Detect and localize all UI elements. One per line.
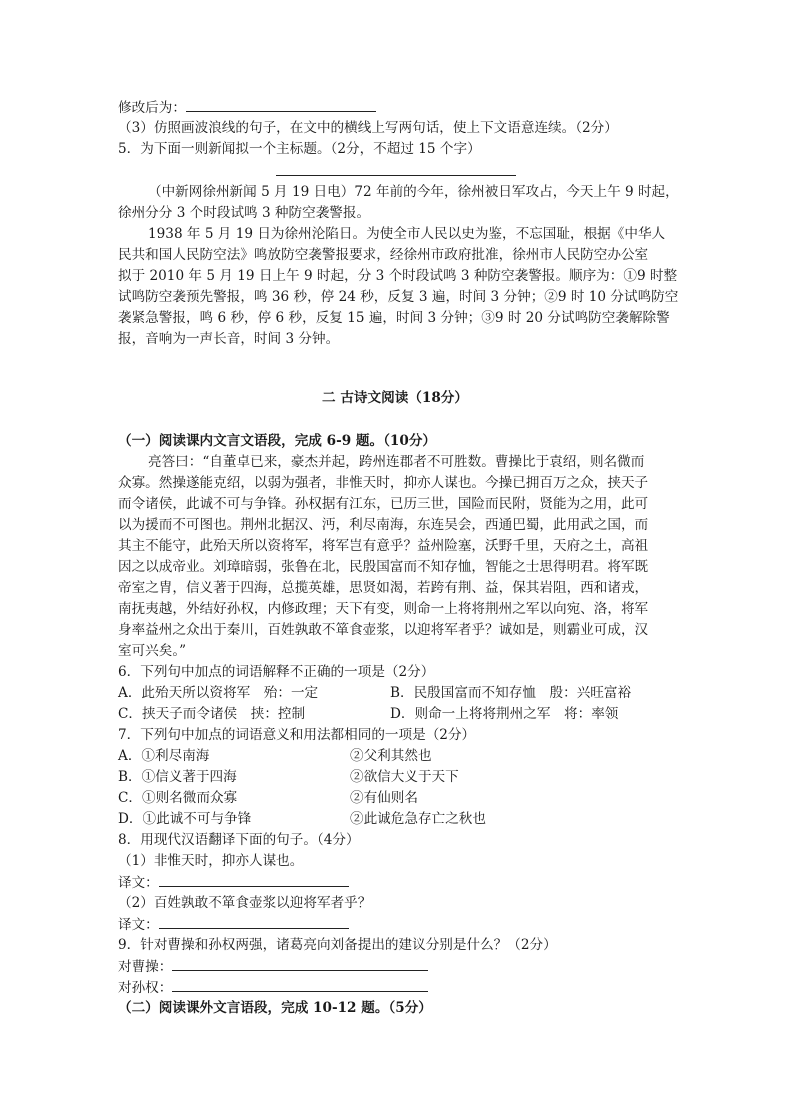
translation2-label: 译文： — [118, 917, 159, 933]
q9-cao-line — [118, 956, 428, 978]
q6-prompt: 6．下列句中加点的词语解释不正确的一项是（2分） — [118, 664, 435, 680]
section-title: 二 古诗文阅读（18分） — [322, 390, 468, 406]
q8-translation2 — [118, 914, 349, 936]
q4-sub3: （3）仿照画波浪线的句子，在文中的横线上写两句话，使上下文语意连续。（2分） — [118, 120, 618, 136]
q8-sentence1: （1）非惟天时，抑亦人谋也。 — [118, 853, 304, 869]
q8-translation1 — [118, 872, 349, 894]
sun-answer-blank[interactable] — [172, 977, 428, 992]
passage-line: 而令诸侯，此诚不可与争锋。孙权据有江东，已历三世，国险而民附，贤能为之用，此可 — [118, 496, 649, 512]
cao-label: 对曹操： — [118, 959, 173, 975]
q7-option-d-right: ②此诚危急存亡之秋也 — [350, 811, 486, 827]
q7-option-b-left[interactable]: B．①信义著于四海 — [118, 769, 237, 785]
news-p2-line: 袭紧急警报，鸣 6 秒，停 6 秒，反复 15 遍，时间 3 分钟；③9 时 20 分试鸣防空袭解除警 — [118, 310, 670, 326]
q7-option-b-right: ②欲信大义于天下 — [350, 769, 459, 785]
passage-line: 亮答曰：“自董卓已来，豪杰并起，跨州连郡者不可胜数。曹操比于袁绍，则名微而 — [148, 454, 645, 470]
q7-prompt: 7．下列句中加点的词语意义和用法都相同的一项是（2分） — [118, 727, 476, 743]
q8-prompt: 8．用现代汉语翻译下面的句子。（4分） — [118, 832, 360, 848]
revised-answer-blank[interactable] — [186, 97, 376, 112]
q7-option-c-left[interactable]: C．①则名微而众寡 — [118, 790, 238, 806]
sun-label: 对孙权： — [118, 980, 173, 996]
translation2-blank[interactable] — [159, 914, 349, 929]
translation1-blank[interactable] — [159, 872, 349, 887]
passage-line: 身率益州之众出于秦川，百姓孰敢不箪食壶浆，以迎将军者乎？诚如是，则霸业可成，汉 — [118, 622, 649, 638]
q7-option-d-left[interactable]: D．①此诚不可与争锋 — [118, 811, 252, 827]
cao-answer-blank[interactable] — [172, 956, 428, 971]
headline-answer-blank[interactable] — [276, 160, 516, 176]
passage-line: 以为援而不可图也。荆州北据汉、沔，利尽南海，东连吴会，西通巴蜀，此用武之国，而 — [118, 517, 649, 533]
q7-option-a-right: ②父利其然也 — [350, 748, 432, 764]
news-p2-line: 1938 年 5 月 19 日为徐州沦陷日。为使全市人民以史为鉴，不忘国耻，根据《中华人 — [148, 226, 666, 242]
q9-sun-line — [118, 977, 428, 999]
news-p2-line: 报，音响为一声长音，时间 3 分钟。 — [118, 331, 340, 347]
q8-sentence2: （2）百姓孰敢不箪食壶浆以迎将军者乎？ — [118, 895, 372, 911]
passage-line: 帝室之胄，信义著于四海，总揽英雄，思贤如渴，若跨有荆、益，保其岩阻，西和诸戎， — [118, 580, 649, 596]
headline-answer-line[interactable] — [276, 160, 516, 183]
q5-prompt: 5．为下面一则新闻拟一个主标题。（2分，不超过 15 个字） — [118, 141, 481, 157]
passage-line: 室可兴矣。” — [118, 643, 187, 659]
part2-heading: （二）阅读课外文言语段，完成 10-12 题。（5分） — [118, 1000, 432, 1016]
news-p2-line: 试鸣防空袭预先警报，鸣 36 秒，停 24 秒，反复 3 遍，时间 3 分钟；②9 时 10 分试鸣防空 — [118, 289, 679, 305]
q7-option-c-right: ②有仙则名 — [350, 790, 418, 806]
q6-option-a[interactable]: A．此殆天所以资将军 殆：一定 — [118, 685, 319, 701]
q7-option-a-left[interactable]: A．①利尽南海 — [118, 748, 210, 764]
q6-option-d[interactable]: D．则命一上将将荆州之军 将：率领 — [390, 706, 619, 722]
passage-line: 南抚夷越，外结好孙权，内修政理；天下有变，则命一上将将荆州之军以向宛、洛，将军 — [118, 601, 649, 617]
news-p1-line1: （中新网徐州新闻 5 月 19 日电）72 年前的今年，徐州被日军攻占，今天上午 9 时起， — [148, 184, 679, 200]
passage-line: 众寡。然操遂能克绍，以弱为强者，非惟天时，抑亦人谋也。今操已拥百万之众，挟天子 — [118, 475, 649, 491]
news-p1-line2: 徐州分分 3 个时段试鸣 3 种防空袭警报。 — [118, 205, 371, 221]
passage-line: 其主不能守，此殆天所以资将军，将军岂有意乎？益州险塞，沃野千里，天府之土，高祖 — [118, 538, 649, 554]
q6-option-b[interactable]: B．民殷国富而不知存恤 殷：兴旺富裕 — [390, 685, 632, 701]
news-p2-line: 民共和国人民防空法》鸣放防空袭警报要求，经徐州市政府批准，徐州市人民防空办公室 — [118, 247, 649, 263]
revised-label: 修改后为： — [118, 100, 186, 116]
part1-heading: （一）阅读课内文言文语段，完成 6-9 题。（10分） — [118, 433, 437, 449]
q9-prompt: 9．针对曹操和孙权两强，诸葛亮向刘备提出的建议分别是什么？（2分） — [118, 937, 557, 953]
q6-option-c[interactable]: C．挟天子而令诸侯 挟：控制 — [118, 706, 306, 722]
translation1-label: 译文： — [118, 875, 159, 891]
revised-line — [118, 97, 376, 119]
news-p2-line: 拟于 2010 年 5 月 19 日上午 9 时起，分 3 个时段试鸣 3 种防空袭警报。顺序为：①9 时整 — [118, 268, 678, 284]
passage-line: 因之以成帝业。刘璋暗弱，张鲁在北，民殷国富而不知存恤，智能之士思得明君。将军既 — [118, 559, 649, 575]
